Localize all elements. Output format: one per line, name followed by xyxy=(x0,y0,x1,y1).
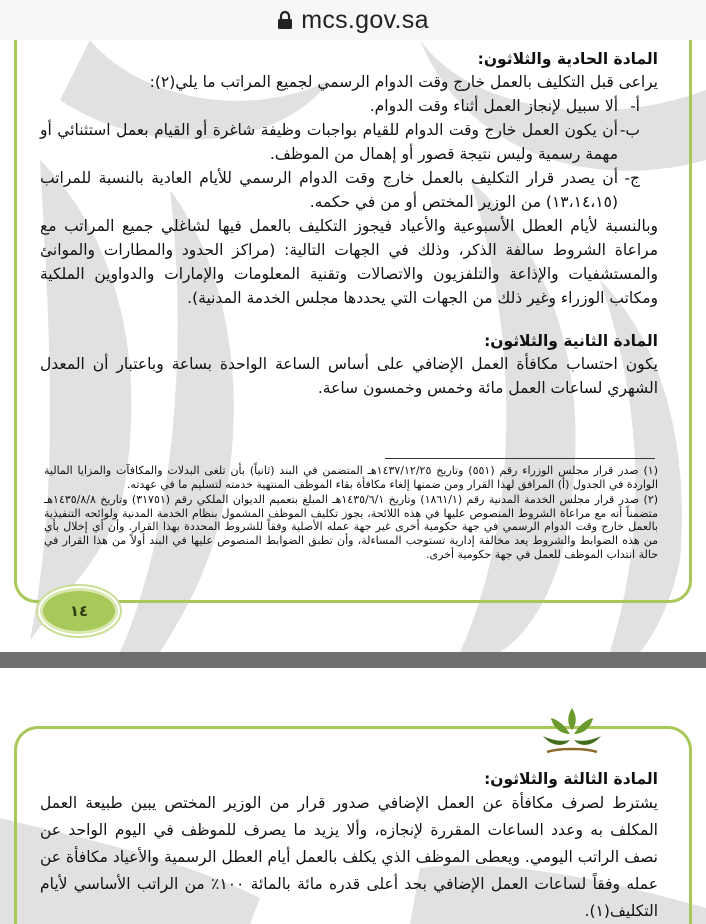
article-33-text: يشترط لصرف مكافأة عن العمل الإضافي صدور قرار من الوزير المختص يبين طبيعة العمل المكلف به وعدد الساعات المقررة لإنجازه، وألا يزيد ما يصرف للموظف في اليوم الواحد عن نصف الراتب اليومي. ويعطى الموظف الذي يكلف بالعمل أيام العطل الرسمية والأعياد مكافأة عن عمله وفقاً لساعات العمل الإضافي بحد أعلى قدره مائة بالمائة ١٠٠٪ من الراتب الأساسي لأيام التكليف(١). xyxy=(40,794,658,920)
item-text: ألا سبيل لإنجاز العمل أثناء وقت الدوام. xyxy=(369,97,618,115)
page-separator xyxy=(0,652,706,668)
item-text: أن يصدر قرار التكليف بالعمل خارج وقت الدوام الرسمي للأيام العادية بالنسبة للمراتب (١٣،١٤،١٥) من الوزير المختص أو من في حكمه. xyxy=(40,169,618,211)
article-31-item-b xyxy=(40,118,640,166)
article-31-item-c xyxy=(40,166,640,214)
article-31-intro: يراعى قبل التكليف بالعمل خارج وقت الدوام الرسمي لجميع المراتب ما يلي(٢): xyxy=(149,73,658,91)
footnote-2: (٢) صدر قرار مجلس الخدمة المدنية رقم (١٨٦١/١) وتاريخ ١٤٣٥/٦/١هـ المبلغ بتعميم الديوان الملكي رقم (٣١٧٥١) وتاريخ ١٤٣٥/٨/٨هـ متضمناً أنه مع مراعاة الشروط المنصوص عليها في هذه اللائحة، يجوز تكليف الموظف المشمول بنظام الخدمة المدنية ولوائحه التنفيذية بالعمل خارج وقت الدوام الرسمي في جهة حكومية أخرى غير جهة عمله الأصلية وفقاً للشروط المحددة بهذا القرار. وأن أي إخلال بأي من هذه الضوابط والشروط يعد مخالفة إدارية تستوجب المساءلة، وأن تطبق الضوابط المنصوص عليها في البند أولاً من هذا القرار في حالة انتداب الموظف للعمل في جهة حكومية أخرى. xyxy=(44,493,659,561)
url-text: mcs.gov.sa xyxy=(301,5,429,34)
article-32-text: يكون احتساب مكافأة العمل الإضافي على أساس الساعة الواحدة بساعة وباعتبار أن المعدل الشهري لساعات العمل مائة وخمس وخمسون ساعة. xyxy=(40,355,658,397)
article-31 xyxy=(40,50,658,310)
article-33 xyxy=(40,770,658,924)
lock-icon xyxy=(277,10,293,30)
footnote-1: (١) صدر قرار مجلس الوزراء رقم (٥٥١) وتاريخ ١٤٣٧/١٢/٢٥هـ المتضمن في البند (ثانياً) بأن تلغى البدلات والمكافآت والمزايا المالية الواردة في الجدول (أ) المرافق لهذا القرار ومن ضمنها إلغاء مكافأة بقاء الموظف المنتهية خدمته لتسليم ما في عهدته. xyxy=(44,464,658,491)
document-page-15 xyxy=(0,668,706,924)
item-mark: ج- xyxy=(624,169,640,187)
page-number-badge: ١٤ xyxy=(40,588,118,634)
article-33-title: المادة الثالثة والثلاثون: xyxy=(484,770,658,788)
item-mark: ب- xyxy=(619,121,640,139)
document-page-14 xyxy=(0,40,706,652)
article-31-title: المادة الحادية والثلاثون: xyxy=(477,50,658,68)
article-31-item-a xyxy=(40,94,640,118)
item-mark: أ- xyxy=(630,97,640,115)
article-32-title: المادة الثانية والثلاثون: xyxy=(484,332,658,350)
footnotes xyxy=(44,464,658,563)
article-31-holidays: وبالنسبة لأيام العطل الأسبوعية والأعياد فيجوز التكليف بالعمل فيها لشاغلي جميع المراتب مع مراعاة الشروط سالفة الذكر، وذلك في الجهات التالية: (مراكز الحدود والمطارات والموانئ والمستشفيات والإذاعة والتلفزيون والاتصالات وتقنية المعلومات والإمارات والدواوين الملكية ومكاتب الوزراء وغير ذلك من الجهات التي يحددها مجلس الخدمة المدنية). xyxy=(40,217,658,307)
footnote-divider xyxy=(385,458,655,459)
browser-url-bar[interactable] xyxy=(0,0,706,41)
ministry-logo xyxy=(537,702,607,758)
article-32 xyxy=(40,332,658,400)
item-text: أن يكون العمل خارج وقت الدوام للقيام بواجبات وظيفة شاغرة أو القيام بعمل استثنائي أو مهمة رسمية وليس نتيجة قصور أو إهمال من الموظف. xyxy=(40,121,618,163)
